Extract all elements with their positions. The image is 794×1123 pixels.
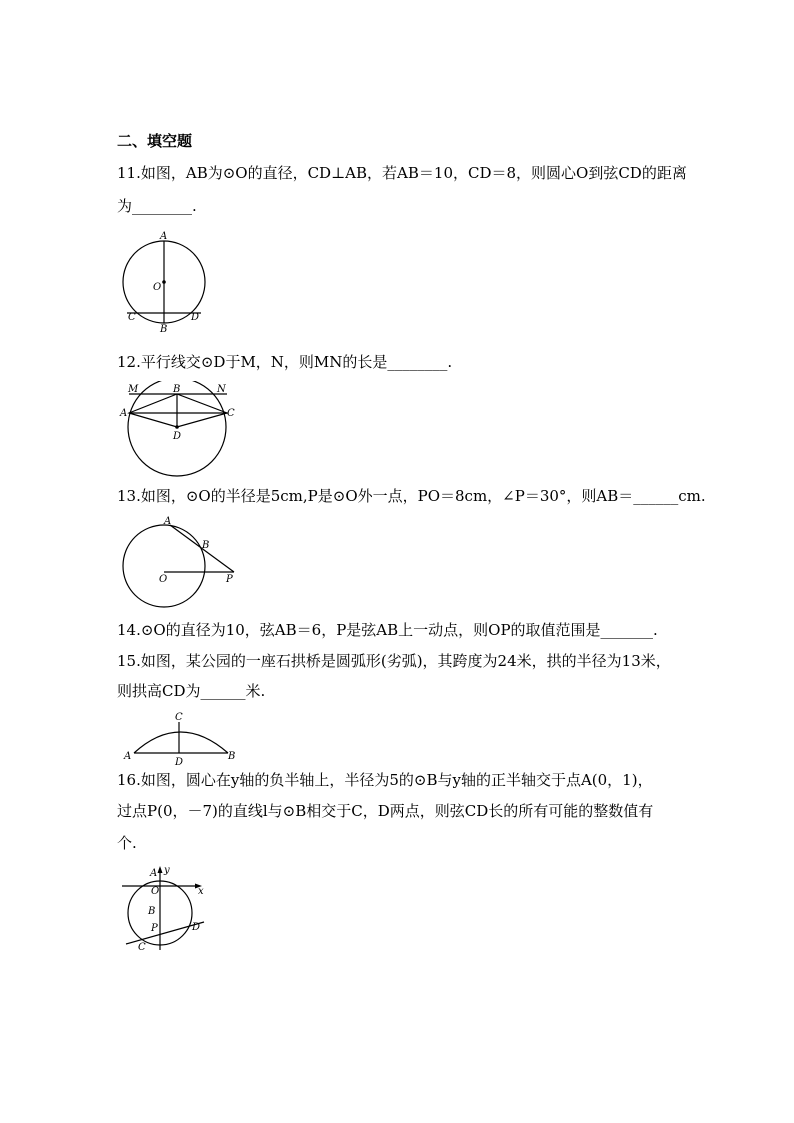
- question-16-line-1: 16.如图，圆心在y轴的负半轴上，半径为5的⊙B与y轴的正半轴交于点A(0，1)，: [117, 771, 653, 789]
- label-m: M: [128, 384, 139, 395]
- label-o: O: [153, 282, 162, 293]
- label-c: C: [227, 408, 235, 419]
- label-x: x: [198, 886, 204, 897]
- label-d: D: [191, 312, 200, 323]
- question-11-line-1: 11.如图，AB为⊙O的直径，CD⊥AB，若AB＝10，CD＝8，则圆心O到弦CD的距离: [117, 164, 687, 182]
- section-heading: 二、填空题: [117, 132, 193, 150]
- label-a: A: [120, 408, 128, 419]
- label-y: y: [164, 865, 170, 876]
- question-13-figure: [118, 514, 243, 610]
- label-d: D: [192, 922, 201, 933]
- question-11-figure: [118, 226, 218, 334]
- label-c: C: [175, 712, 183, 723]
- label-b: B: [202, 540, 210, 551]
- label-o: O: [151, 886, 160, 897]
- label-d: D: [175, 757, 184, 766]
- label-a: A: [160, 231, 168, 242]
- label-b: B: [173, 384, 181, 395]
- label-b: B: [148, 906, 156, 917]
- label-a: A: [150, 868, 158, 879]
- question-12-line-1: 12.平行线交⊙D于M，N，则MN的长是________.: [117, 353, 453, 371]
- question-16-line-3: 个.: [117, 834, 137, 852]
- question-14-line-1: 14.⊙O的直径为10，弦AB＝6，P是弦AB上一动点，则OP的取值范围是_______.: [117, 621, 658, 639]
- question-11-line-2: 为________.: [117, 197, 197, 215]
- question-12-figure: [118, 381, 240, 481]
- label-n: N: [217, 384, 226, 395]
- question-16-figure: [118, 863, 210, 953]
- label-b: B: [160, 324, 168, 334]
- label-p: P: [226, 574, 233, 585]
- label-o: O: [159, 574, 168, 585]
- label-p: P: [151, 923, 158, 934]
- label-d: D: [173, 431, 182, 442]
- question-16-line-2: 过点P(0，－7)的直线l与⊙B相交于C，D两点，则弦CD长的所有可能的整数值有: [117, 802, 654, 820]
- label-b: B: [228, 751, 236, 762]
- label-c: C: [138, 942, 146, 953]
- question-13-line-1: 13.如图，⊙O的半径是5cm,P是⊙O外一点，PO＝8cm，∠P＝30°，则AB＝______cm.: [117, 487, 706, 505]
- label-a: A: [124, 751, 132, 762]
- question-15-figure: [118, 708, 243, 766]
- label-c: C: [128, 312, 136, 323]
- label-a: A: [164, 516, 172, 527]
- question-15-line-2: 则拱高CD为______米.: [117, 682, 266, 700]
- question-15-line-1: 15.如图，某公园的一座石拱桥是圆弧形(劣弧)，其跨度为24米，拱的半径为13米，: [117, 652, 671, 670]
